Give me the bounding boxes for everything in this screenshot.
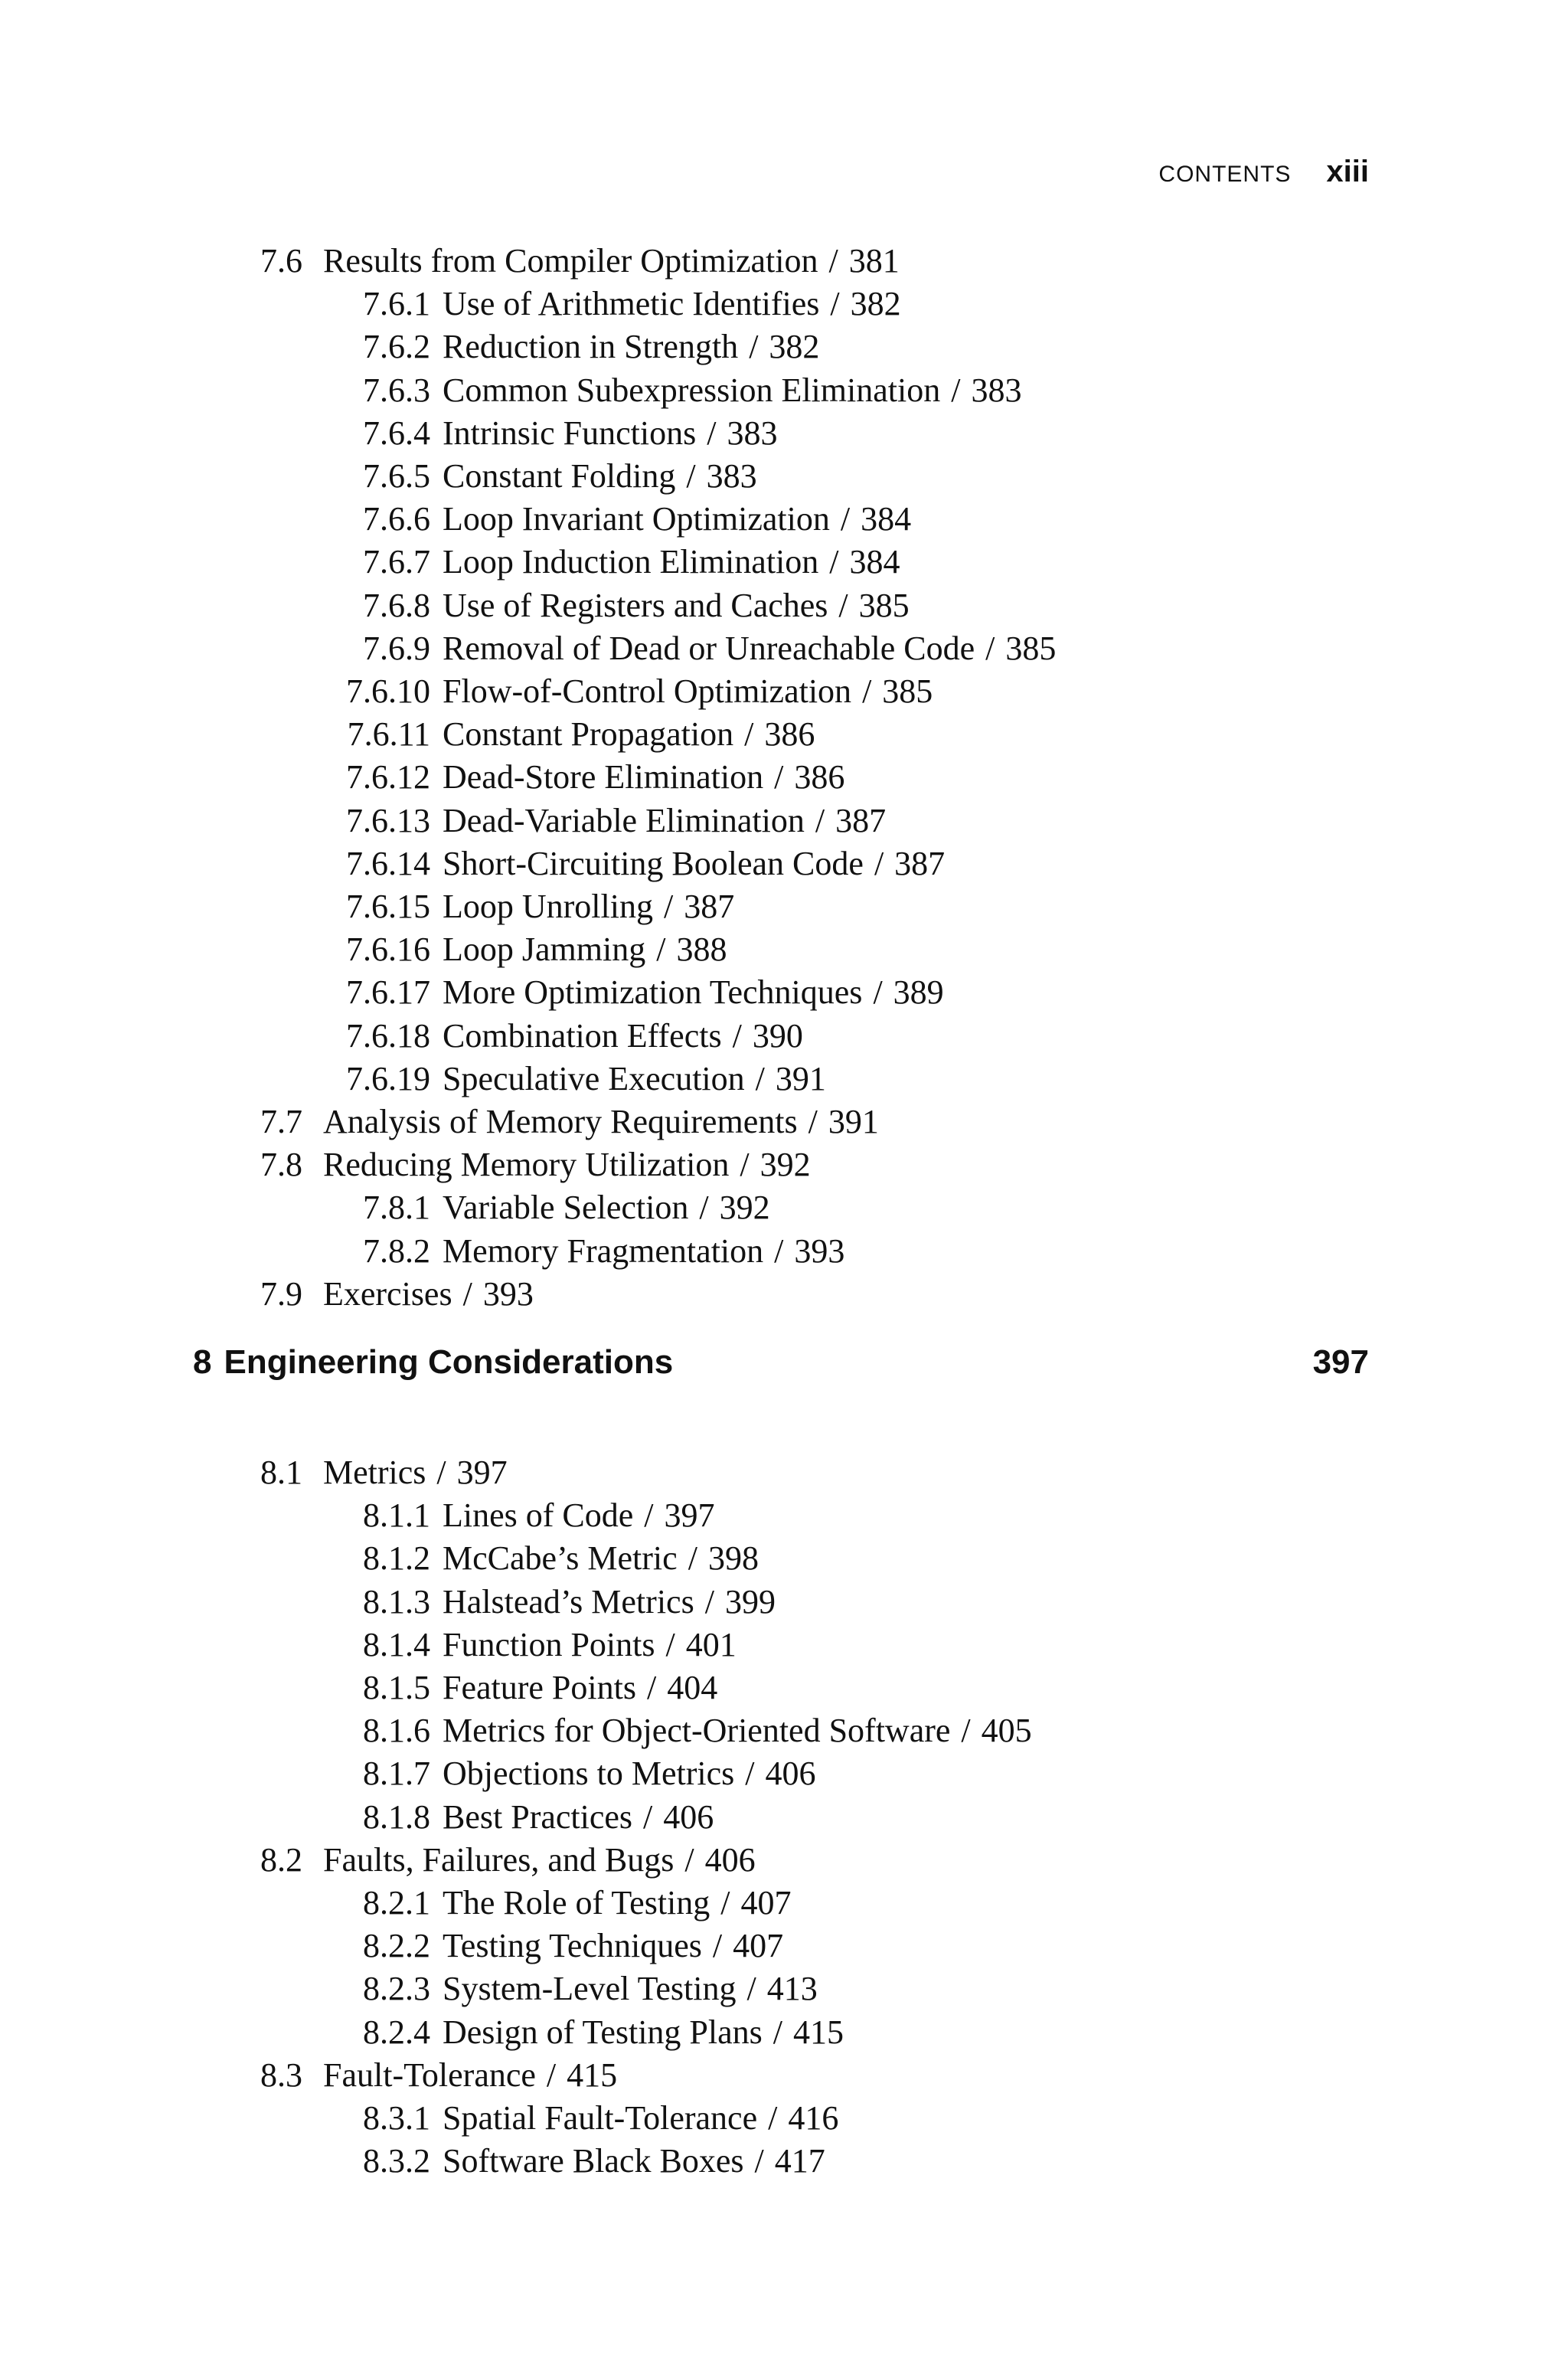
toc-entry-page: 386 [794,758,845,796]
toc-entry-page: 413 [766,1970,818,2008]
toc-entry-page: 416 [788,2099,839,2137]
toc-entry-page: 385 [858,586,910,624]
toc-entry-number: 7.6.10 [346,672,430,710]
toc-subsection [314,2012,844,2053]
toc-entry-page: 397 [456,1454,508,1491]
toc-separator: / [546,2056,557,2094]
toc-separator: / [754,2142,764,2180]
toc-entry-page: 384 [849,543,900,581]
toc-entry-page: 385 [882,672,933,710]
toc-entry-page: 406 [765,1755,816,1793]
toc-entry-title: Speculative Execution [443,1059,745,1097]
running-head-label: CONTENTS [1158,162,1292,187]
running-head [1158,155,1369,189]
toc-entry-number: 8.1.5 [363,1669,430,1706]
toc-subsection [314,972,944,1013]
toc-subsection [314,413,777,454]
toc-subsection [314,1925,783,1967]
toc-entry-title: Analysis of Memory Requirements [323,1103,798,1140]
toc-entry-page: 388 [676,931,727,969]
toc-entry-number: 7.6.12 [346,758,430,796]
toc-entry-title: Constant Folding [443,457,676,495]
toc-subsection [314,628,1056,669]
toc-entry-title: Loop Unrolling [443,888,653,925]
toc-entry-title: Exercises [323,1274,452,1313]
toc-separator: / [829,543,839,581]
toc-entry-title: Use of Arithmetic Identifies [443,285,820,323]
toc-entry-page: 383 [971,371,1022,409]
toc-entry-title: System-Level Testing [443,1970,737,2008]
toc-entry-number: 7.6.14 [346,844,430,882]
toc-separator: / [746,1970,756,2008]
toc-subsection [314,1753,816,1794]
toc-separator: / [828,242,838,280]
toc-entry-number: 8.2 [260,1840,302,1879]
toc-entry-title: Spatial Fault-Tolerance [443,2099,758,2137]
chapter-title: Engineering Considerations [224,1343,674,1381]
toc-entry-number: 7.6.5 [363,457,430,495]
toc-entry-title: More Optimization Techniques [443,973,863,1012]
page-number: xiii [1326,155,1369,188]
toc-entry-page: 391 [775,1059,826,1097]
toc-entry-title: Memory Fragmentation [443,1231,764,1270]
toc-entry-number: 7.8.1 [363,1189,430,1227]
toc-subsection [314,2098,838,2139]
toc-entry-page: 391 [828,1103,879,1140]
toc-entry-page: 399 [724,1582,776,1621]
toc-entry-number: 7.6.17 [346,973,430,1012]
toc-entry-page: 404 [667,1669,718,1706]
toc-separator: / [862,672,872,710]
toc-subsection [314,541,900,583]
toc-subsection [314,370,1021,411]
toc-separator: / [732,1016,742,1055]
toc-entry-number: 7.6.16 [346,931,430,969]
toc-section [260,1144,811,1186]
toc-entry-number: 7.6.9 [363,629,430,667]
toc-separator: / [840,500,851,538]
toc-separator: / [961,1712,971,1750]
toc-entry-title: Reducing Memory Utilization [323,1146,730,1184]
chapter-heading-text [193,1343,673,1382]
toc-entry-number: 7.6.15 [346,888,430,925]
toc-entry-number: 8.1.8 [363,1797,430,1836]
toc-separator: / [704,1582,714,1621]
toc-entry-title: Metrics for Object-Oriented Software [443,1712,951,1750]
toc-subsection [314,585,910,626]
toc-subsection [314,499,911,540]
toc-entry-title: McCabe’s Metric [443,1539,678,1578]
toc-entry-page: 382 [769,328,820,366]
toc-entry-title: Intrinsic Functions [443,414,697,452]
toc-entry-page: 397 [664,1496,715,1535]
toc-entry-page: 407 [740,1884,792,1922]
toc-separator: / [838,586,848,624]
toc-separator: / [688,1539,697,1578]
toc-entry-number: 7.9 [260,1274,302,1313]
toc-separator: / [745,1755,755,1793]
toc-entry-number: 7.6.11 [347,715,430,754]
toc-entry-title: Combination Effects [443,1016,722,1055]
toc-separator: / [462,1274,472,1313]
toc-entry-page: 383 [727,414,778,452]
toc-entry-title: Constant Propagation [443,715,734,754]
toc-entry-number: 8.2.1 [363,1884,430,1922]
toc-subsection [314,929,727,970]
toc-entry-title: Best Practices [443,1797,633,1836]
toc-entry-number: 7.6.2 [363,328,430,366]
toc-subsection [314,1016,803,1057]
toc-separator: / [665,1625,675,1663]
toc-separator: / [712,1927,723,1965]
toc-subsection [314,1882,792,1924]
toc-entry-title: Metrics [323,1454,426,1491]
toc-entry-number: 7.8 [260,1146,302,1184]
toc-entry-title: Objections to Metrics [443,1755,735,1793]
toc-entry-page: 406 [663,1797,714,1836]
toc-subsection [314,283,901,325]
toc-entry-page: 387 [835,801,887,839]
toc-entry-page: 398 [707,1539,759,1578]
toc-section [260,240,900,282]
toc-entry-number: 7.8.2 [363,1231,430,1270]
toc-entry-number: 7.6.8 [363,586,430,624]
toc-subsection [314,1624,737,1666]
toc-entry-title: Common Subexpression Elimination [443,371,941,409]
toc-entry-page: 406 [704,1840,756,1879]
toc-entry-title: Fault-Tolerance [323,2056,536,2094]
toc-entry-title: Loop Induction Elimination [443,543,819,581]
toc-subsection [314,2141,825,2182]
toc-separator: / [768,2099,778,2137]
toc-subsection [314,1797,714,1838]
toc-entry-title: Use of Registers and Caches [443,586,828,624]
toc-entry-title: Testing Techniques [443,1927,702,1965]
toc-entry-page: 382 [850,285,901,323]
toc-separator: / [773,2013,782,2051]
toc-entry-title: Dead-Variable Elimination [443,801,805,839]
toc-subsection [314,1667,717,1709]
toc-entry-page: 401 [685,1625,737,1663]
toc-subsection [314,1495,715,1536]
toc-separator: / [707,414,717,452]
toc-entry-title: Results from Compiler Optimization [323,242,818,280]
toc-entry-number: 8.3.1 [363,2099,430,2137]
toc-entry-number: 7.7 [260,1103,302,1140]
toc-entry-title: Loop Jamming [443,931,646,969]
toc-entry-page: 392 [719,1189,770,1227]
toc-entry-page: 390 [752,1016,803,1055]
toc-separator: / [808,1103,818,1140]
toc-entry-page: 415 [567,2056,618,2094]
toc-entry-number: 8.3.2 [363,2142,430,2180]
chapter-number: 8 [193,1343,212,1381]
toc-entry-page: 384 [861,500,912,538]
chapter-heading [193,1343,1369,1382]
toc-entry-number: 7.6.7 [363,543,430,581]
toc-entry-page: 393 [482,1274,534,1313]
toc-separator: / [744,715,754,754]
toc-section [260,1101,879,1143]
toc-entry-page: 389 [893,973,944,1012]
toc-separator: / [774,758,784,796]
toc-entry-number: 8.2.3 [363,1970,430,2008]
toc-entry-page: 386 [764,715,815,754]
toc-entry-number: 7.6.13 [346,801,430,839]
toc-separator: / [684,1840,694,1879]
toc-entry-number: 7.6.3 [363,371,430,409]
toc-entry-page: 405 [981,1712,1032,1750]
toc-entry-page: 393 [794,1231,845,1270]
toc-subsection [314,757,844,798]
toc-section [260,1452,508,1493]
toc-entry-title: Loop Invariant Optimization [443,500,830,538]
toc-entry-title: Flow-of-Control Optimization [443,672,852,710]
toc-entry-title: Halstead’s Metrics [443,1582,694,1621]
toc-entry-title: Variable Selection [443,1189,689,1227]
toc-separator: / [656,931,666,969]
toc-separator: / [699,1189,709,1227]
toc-entry-number: 8.2.4 [363,2013,430,2051]
toc-section [260,2055,617,2096]
toc-entry-number: 8.1.3 [363,1582,430,1621]
toc-section [260,1274,534,1315]
toc-entry-number: 8.1.4 [363,1625,430,1663]
toc-entry-page: 387 [894,844,946,882]
toc-separator: / [720,1884,730,1922]
toc-subsection [314,456,757,497]
toc-entry-number: 7.6.4 [363,414,430,452]
toc-entry-number: 8.3 [260,2056,302,2094]
toc-entry-number: 8.2.2 [363,1927,430,1965]
toc-entry-title: Dead-Store Elimination [443,758,764,796]
toc-subsection [314,1968,818,2010]
toc-entry-number: 8.1.1 [363,1496,430,1535]
toc-subsection [314,1538,759,1579]
chapter-page: 397 [1312,1343,1369,1381]
toc-entry-title: Feature Points [443,1669,636,1706]
toc-separator: / [755,1059,765,1097]
toc-separator: / [686,457,696,495]
toc-entry-number: 8.1.6 [363,1712,430,1750]
toc-entry-title: Faults, Failures, and Bugs [323,1840,675,1879]
toc-subsection [314,886,734,927]
toc-entry-title: Reduction in Strength [443,328,739,366]
toc-entry-number: 7.6.1 [363,285,430,323]
toc-separator: / [774,1231,784,1270]
toc-entry-number: 8.1 [260,1454,302,1491]
toc-subsection [314,1231,844,1272]
toc-entry-page: 392 [760,1146,811,1184]
toc-separator: / [644,1496,654,1535]
toc-entry-title: Removal of Dead or Unreachable Code [443,629,975,667]
toc-separator: / [873,973,883,1012]
toc-entry-page: 381 [848,242,900,280]
toc-entry-number: 7.6 [260,242,302,280]
toc-separator: / [951,371,961,409]
toc-separator: / [985,629,995,667]
toc-entry-title: The Role of Testing [443,1884,710,1922]
toc-entry-title: Short-Circuiting Boolean Code [443,844,864,882]
toc-entry-title: Function Points [443,1625,655,1663]
toc-entry-number: 7.6.18 [346,1016,430,1055]
toc-separator: / [749,328,759,366]
toc-subsection [314,1710,1032,1751]
toc-entry-title: Software Black Boxes [443,2142,744,2180]
toc-entry-title: Lines of Code [443,1496,634,1535]
toc-entry-number: 7.6.6 [363,500,430,538]
toc-separator: / [663,888,674,925]
toc-subsection [314,671,933,712]
toc-entry-title: Design of Testing Plans [443,2013,763,2051]
toc-entry-page: 385 [1005,629,1057,667]
toc-subsection [314,800,886,842]
toc-entry-page: 415 [793,2013,844,2051]
toc-entry-number: 8.1.7 [363,1755,430,1793]
toc-entry-number: 8.1.2 [363,1539,430,1578]
toc-subsection [314,1581,776,1623]
toc-separator: / [436,1454,446,1491]
toc-subsection [314,326,819,368]
toc-subsection [314,1187,770,1228]
toc-subsection [314,843,945,885]
toc-separator: / [740,1146,750,1184]
toc-separator: / [646,1669,657,1706]
toc-separator: / [643,1797,653,1836]
toc-section [260,1840,756,1881]
toc-entry-page: 387 [684,888,735,925]
toc-separator: / [815,801,825,839]
toc-entry-page: 383 [706,457,757,495]
toc-entry-page: 417 [774,2142,825,2180]
toc-separator: / [830,285,840,323]
toc-entry-page: 407 [733,1927,784,1965]
toc-entry-number: 7.6.19 [346,1059,430,1097]
toc-separator: / [874,844,884,882]
toc-subsection [314,714,815,755]
toc-subsection [314,1058,826,1100]
